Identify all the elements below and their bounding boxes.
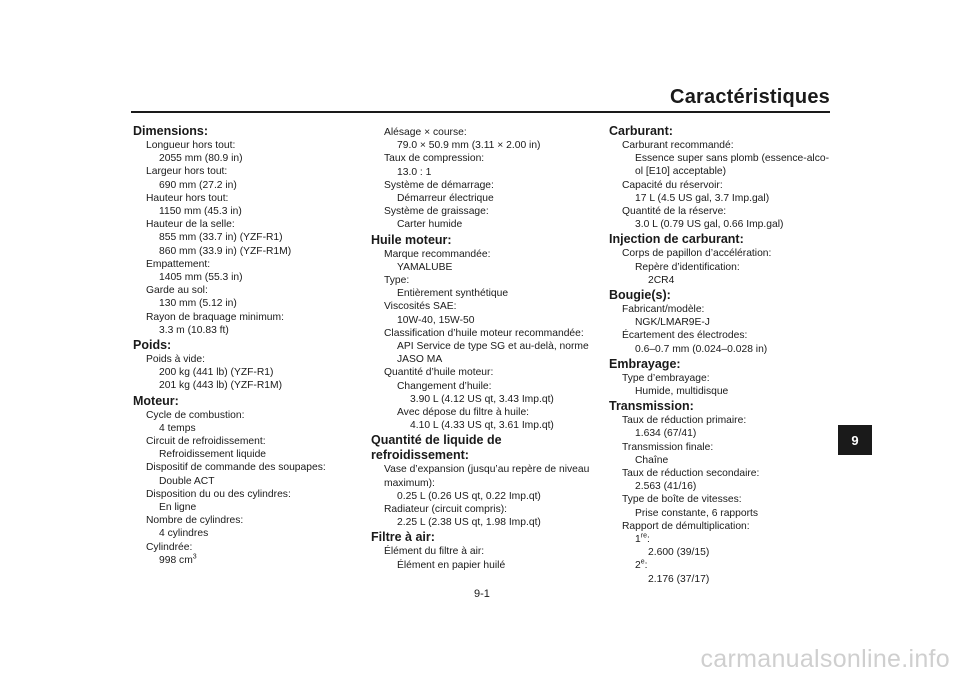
page-title: Caractéristiques [670, 86, 830, 108]
spec-label [371, 477, 601, 490]
line-text: Carter humide [397, 219, 463, 231]
line-text: 860 mm (33.9 in) (YZF-R1M) [159, 245, 292, 257]
spec-label [609, 329, 834, 342]
line-text: Quantité de liquide de refroidissement: [371, 433, 502, 463]
line-text: 3.0 L (0.79 US gal, 0.66 Imp.gal) [635, 219, 784, 231]
line-text: 17 L (4.5 US gal, 3.7 Imp.gal) [635, 192, 770, 204]
spec-value [609, 192, 834, 205]
line-text: Rapport de démultiplication: [622, 520, 750, 532]
line-text: En ligne [159, 502, 197, 514]
line-text: Double ACT [159, 475, 215, 487]
line-text: Poids: [133, 338, 172, 353]
spec-value [609, 343, 834, 356]
line-suffix: : [646, 534, 650, 546]
line-text: Moteur: [133, 393, 179, 408]
spec-value [371, 340, 601, 353]
spec-label [133, 258, 363, 271]
line-text: Taux de réduction secondaire: [622, 468, 760, 480]
spec-value [609, 454, 834, 467]
line-text: 201 kg (443 lb) (YZF-R1M) [159, 380, 283, 392]
line-text: Entièrement synthétique [397, 288, 509, 300]
line-text: Radiateur (circuit compris): [384, 504, 508, 516]
section-heading [133, 338, 363, 353]
line-text: Prise constante, 6 rapports [635, 507, 759, 519]
line-text: 690 mm (27.2 in) [159, 179, 237, 191]
line-text: Taux de réduction primaire: [622, 415, 747, 427]
section-heading [609, 357, 834, 372]
header-rule [131, 111, 830, 113]
line-text: Carburant: [609, 124, 673, 138]
spec-label [133, 311, 363, 324]
section-heading [609, 399, 834, 414]
spec-value [371, 380, 601, 393]
spec-label [609, 520, 834, 533]
line-text: Hauteur hors tout: [146, 192, 229, 204]
spec-value [609, 427, 834, 440]
spec-value [371, 490, 601, 503]
spec-label [371, 152, 601, 165]
line-text: Quantité d’huile moteur: [384, 367, 494, 379]
spec-value [371, 166, 601, 179]
line-suffix: : [644, 560, 648, 572]
spec-value [371, 314, 601, 327]
spec-value [133, 501, 363, 514]
line-text: 2055 mm (80.9 in) [159, 153, 243, 165]
line-text: 2.563 (41/16) [635, 481, 697, 493]
spec-label [133, 541, 363, 554]
line-text: Fabricant/modèle: [622, 304, 705, 316]
spec-value [609, 385, 834, 398]
line-text: 3.90 L (4.12 US qt, 3.43 Imp.qt) [410, 393, 554, 405]
spec-label [133, 514, 363, 527]
spec-label [371, 327, 601, 340]
spec-value [133, 179, 363, 192]
spec-value [609, 152, 834, 165]
spec-label [133, 284, 363, 297]
line-text: Cycle de combustion: [146, 409, 245, 421]
line-text: Circuit de refroidissement: [146, 436, 266, 448]
line-text: Hauteur de la selle: [146, 219, 235, 231]
line-text: ol [E10] acceptable) [635, 166, 727, 178]
spec-label [133, 488, 363, 501]
spec-value [609, 316, 834, 329]
spec-value [371, 192, 601, 205]
spec-label [133, 435, 363, 448]
spec-label [133, 353, 363, 366]
line-text: 79.0 × 50.9 mm (3.11 × 2.00 in) [397, 140, 541, 152]
spec-value [609, 261, 834, 274]
line-text: Humide, multidisque [635, 386, 729, 398]
spec-value [133, 205, 363, 218]
line-text: 4 temps [159, 422, 196, 434]
spec-value [133, 379, 363, 392]
spec-label [371, 463, 601, 476]
line-text: Rayon de braquage minimum: [146, 311, 284, 323]
line-text: Système de graissage: [384, 206, 489, 218]
line-text: Transmission: [609, 399, 694, 414]
line-text: JASO MA [397, 354, 443, 366]
spec-value [133, 297, 363, 310]
line-text: Avec dépose du filtre à huile: [397, 407, 530, 419]
spec-value [371, 419, 601, 432]
section-heading [371, 530, 601, 545]
spec-value [609, 165, 834, 178]
line-text: Disposition du ou des cylindres: [146, 488, 291, 500]
line-text: Embrayage: [609, 356, 681, 371]
line-text: 1 [635, 534, 641, 546]
line-text: Vase d’expansion (jusqu’au repère de niveau [384, 464, 590, 476]
spec-label [133, 165, 363, 178]
line-text: Largeur hors tout: [146, 166, 228, 178]
line-text: 2.176 (37/17) [648, 573, 710, 585]
line-text: Garde au sol: [146, 285, 208, 297]
line-text: 0.6–0.7 mm (0.024–0.028 in) [635, 343, 768, 355]
spec-label [609, 493, 834, 506]
line-text: Système de démarrage: [384, 179, 494, 191]
line-text: 10W-40, 15W-50 [397, 314, 475, 326]
line-text: Nombre de cylindres: [146, 515, 244, 527]
line-text: Huile moteur: [371, 232, 452, 247]
line-text: Élément du filtre à air: [384, 546, 485, 558]
line-text: 3.3 m (10.83 ft) [159, 324, 229, 336]
spec-value [371, 353, 601, 366]
spec-label [609, 179, 834, 192]
line-text: Viscosités SAE: [384, 301, 457, 313]
spec-label [609, 372, 834, 385]
section-heading [371, 233, 601, 248]
spec-value [133, 152, 363, 165]
line-text: Repère d’identification: [635, 261, 740, 273]
superscript: 3 [192, 553, 197, 561]
spec-column-1 [133, 123, 363, 567]
line-text: Poids à vide: [146, 354, 205, 366]
line-text: 13.0 : 1 [397, 166, 432, 178]
line-text: 855 mm (33.7 in) (YZF-R1) [159, 232, 283, 244]
line-text: 4.10 L (4.33 US qt, 3.61 Imp.qt) [410, 420, 554, 432]
spec-value [133, 231, 363, 244]
section-heading [133, 394, 363, 409]
watermark: carmanualsonline.info [700, 645, 950, 673]
line-text: Marque recommandée: [384, 248, 491, 260]
spec-label [371, 126, 601, 139]
spec-column-2 [371, 123, 601, 572]
spec-label [609, 247, 834, 260]
spec-value [133, 245, 363, 258]
spec-label [371, 366, 601, 379]
spec-label [609, 467, 834, 480]
superscript: re [640, 532, 647, 540]
line-text: Capacité du réservoir: [622, 179, 723, 191]
spec-value [133, 324, 363, 337]
spec-value [133, 271, 363, 284]
section-heading [371, 433, 601, 463]
line-text: Corps de papillon d’accélération: [622, 248, 772, 260]
chapter-tab: 9 [838, 425, 872, 455]
spec-value [371, 516, 601, 529]
line-text: Écartement des électrodes: [622, 330, 748, 342]
spec-label [371, 205, 601, 218]
line-text: 2CR4 [648, 274, 675, 286]
spec-value [133, 366, 363, 379]
line-text: Démarreur électrique [397, 193, 494, 205]
line-text: NGK/LMAR9E-J [635, 317, 710, 329]
line-text: API Service de type SG et au-delà, norme [397, 341, 589, 353]
spec-label [133, 461, 363, 474]
line-text: 2.25 L (2.38 US qt, 1.98 Imp.qt) [397, 517, 541, 529]
line-text: 2.600 (39/15) [648, 547, 710, 559]
spec-column-3 [609, 123, 834, 586]
section-heading [609, 288, 834, 303]
line-text: Cylindrée: [146, 541, 193, 553]
line-text: Chaîne [635, 454, 669, 466]
spec-label [609, 303, 834, 316]
spec-label [133, 409, 363, 422]
line-text: Bougie(s): [609, 288, 671, 303]
section-heading [133, 124, 363, 139]
line-text: Dimensions: [133, 124, 209, 138]
line-text: Type de boîte de vitesses: [622, 494, 742, 506]
spec-value [133, 527, 363, 540]
spec-label [609, 139, 834, 152]
spec-label [371, 503, 601, 516]
superscript: e [640, 559, 645, 567]
line-text: Dispositif de commande des soupapes: [146, 462, 326, 474]
line-text: 1405 mm (55.3 in) [159, 272, 243, 284]
line-text: Quantité de la réserve: [622, 206, 727, 218]
spec-value [133, 422, 363, 435]
line-text: 1150 mm (45.3 in) [159, 206, 242, 218]
spec-value [371, 287, 601, 300]
spec-value [133, 554, 363, 567]
spec-value [609, 559, 834, 572]
line-text: 0.25 L (0.26 US qt, 0.22 Imp.qt) [397, 490, 541, 502]
spec-value [371, 261, 601, 274]
line-text: Carburant recommandé: [622, 140, 734, 151]
line-text: 998 cm [159, 554, 193, 566]
spec-value [609, 274, 834, 287]
spec-value [371, 393, 601, 406]
spec-value [609, 546, 834, 559]
line-text: Injection de carburant: [609, 232, 744, 247]
section-heading [609, 232, 834, 247]
line-text: Longueur hors tout: [146, 140, 236, 151]
spec-value [371, 139, 601, 152]
line-text: Taux de compression: [384, 153, 485, 165]
spec-value [609, 507, 834, 520]
spec-value [609, 480, 834, 493]
spec-label [133, 139, 363, 152]
line-text: maximum): [384, 477, 435, 489]
line-text: Alésage × course: [384, 127, 467, 138]
spec-label [371, 300, 601, 313]
spec-label [133, 218, 363, 231]
section-heading [609, 124, 834, 139]
spec-value [609, 533, 834, 546]
line-text: Empattement: [146, 258, 211, 270]
spec-value [133, 448, 363, 461]
line-text: YAMALUBE [397, 261, 453, 273]
spec-label [371, 274, 601, 287]
line-text: Refroidissement liquide [159, 449, 267, 461]
line-text: Filtre à air: [371, 530, 435, 545]
spec-value [371, 218, 601, 231]
spec-label [371, 179, 601, 192]
line-text: 200 kg (441 lb) (YZF-R1) [159, 367, 274, 379]
line-text: Élément en papier huilé [397, 559, 506, 571]
line-text: 130 mm (5.12 in) [159, 298, 237, 310]
spec-label [371, 545, 601, 558]
spec-label [609, 414, 834, 427]
spec-value [133, 475, 363, 488]
spec-label [609, 441, 834, 454]
line-text: Changement d’huile: [397, 380, 492, 392]
spec-value [609, 218, 834, 231]
spec-label [609, 205, 834, 218]
line-text: 2 [635, 560, 641, 572]
line-text: Essence super sans plomb (essence-alco- [635, 153, 830, 165]
line-text: Classification d’huile moteur recommandée: [384, 327, 584, 339]
spec-value [609, 573, 834, 586]
spec-label [133, 192, 363, 205]
spec-label [371, 248, 601, 261]
page-number: 9-1 [474, 588, 490, 600]
line-text: Transmission finale: [622, 441, 714, 453]
line-text: Type: [384, 275, 410, 287]
spec-value [371, 559, 601, 572]
line-text: Type d’embrayage: [622, 372, 710, 384]
spec-value [371, 406, 601, 419]
line-text: 1.634 (67/41) [635, 428, 697, 440]
line-text: 4 cylindres [159, 528, 209, 540]
